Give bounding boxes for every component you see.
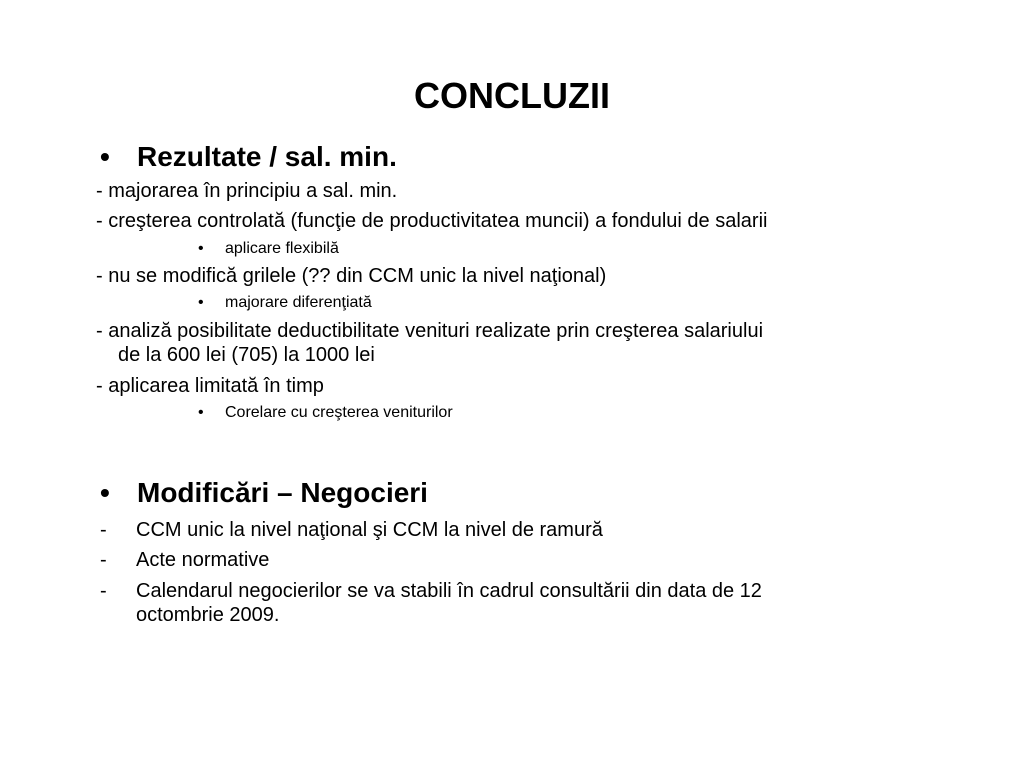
dash-list-item-text: octombrie 2009.	[136, 604, 280, 626]
slide-title: CONCLUZII	[414, 75, 610, 116]
section-heading-negotiations	[96, 476, 976, 510]
list-item	[96, 179, 976, 203]
sub-list-item-text: majorare diferenţiată	[225, 294, 372, 311]
dash-list-item	[96, 579, 976, 603]
list-item-text: - aplicarea limitată în timp	[96, 375, 324, 397]
list-item	[96, 319, 976, 343]
list-item-text: de la 600 lei (705) la 1000 lei	[118, 344, 375, 366]
sub-list-item	[96, 239, 976, 259]
sub-list-item-text: Corelare cu creşterea veniturilor	[225, 404, 453, 421]
section-heading-results	[96, 140, 976, 174]
bullet-icon: •	[198, 404, 204, 421]
dash-icon: -	[100, 580, 107, 602]
dash-list-item-continuation	[96, 603, 976, 627]
section-heading-text: Modificări – Negocieri	[137, 477, 428, 508]
dash-list-item-text: CCM unic la nivel naţional şi CCM la nivel de ramură	[136, 519, 603, 541]
bullet-icon: •	[198, 294, 204, 311]
dash-icon: -	[100, 519, 107, 541]
dash-list-item-text: Acte normative	[136, 549, 270, 571]
list-item-text: - creşterea controlată (funcţie de productivitatea muncii) a fondului de salarii	[96, 210, 768, 232]
list-item-text: - majorarea în principiu a sal. min.	[96, 180, 398, 202]
sub-list-item-text: aplicare flexibilă	[225, 240, 339, 257]
bullet-icon: •	[198, 240, 204, 257]
dash-list-item-text: Calendarul negocierilor se va stabili în cadrul consultării din data de 12	[136, 580, 762, 602]
list-item	[96, 374, 976, 398]
bullet-icon: •	[100, 141, 110, 172]
list-item	[96, 209, 976, 233]
section-heading-text: Rezultate / sal. min.	[137, 141, 397, 172]
dash-list-item	[96, 548, 976, 572]
sub-list-item	[96, 293, 976, 313]
dash-list-item	[96, 518, 976, 542]
bullet-icon: •	[100, 477, 110, 508]
dash-icon: -	[100, 549, 107, 571]
list-item-continuation	[96, 343, 976, 367]
list-item-text: - nu se modifică grilele (?? din CCM unic la nivel naţional)	[96, 265, 607, 287]
list-item	[96, 264, 976, 288]
list-item-text: - analiză posibilitate deductibilitate venituri realizate prin creşterea salariului	[96, 320, 764, 342]
sub-list-item	[96, 403, 976, 423]
